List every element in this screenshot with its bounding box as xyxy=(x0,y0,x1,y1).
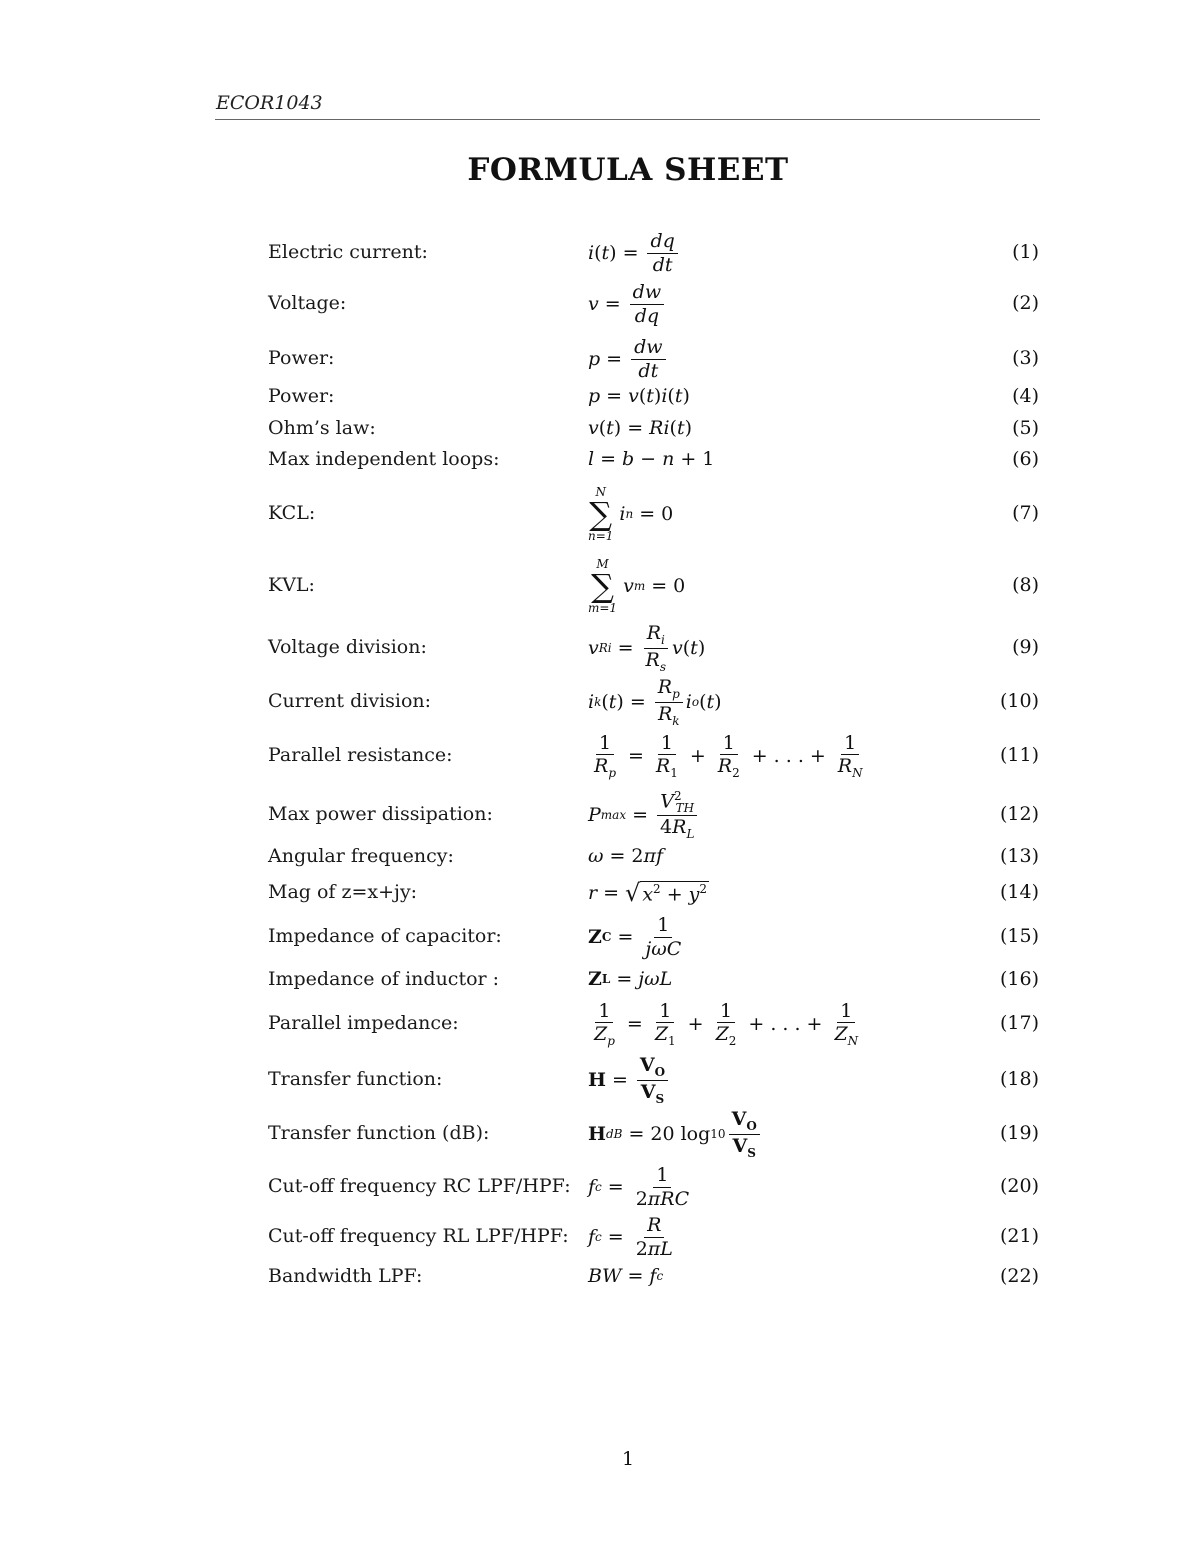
formula-label: Cut-off frequency RL LPF/HPF: xyxy=(268,1225,569,1247)
equation-number: (13) xyxy=(999,845,1039,867)
formula-row-6 xyxy=(0,448,1200,474)
formula-label: Max independent loops: xyxy=(268,448,500,470)
formula-power-derivative: p = $\frac{dw}{dt}$ xyxy=(588,334,669,384)
formula-row-10 xyxy=(0,677,1200,727)
formula-label: Current division: xyxy=(268,690,432,712)
equation-number: (11) xyxy=(999,744,1039,766)
formula-capacitor-impedance: Z C = $\frac{1}{\text{jωC}}$ xyxy=(588,913,682,960)
page-number: 1 xyxy=(621,1448,635,1470)
formula-label: Mag of z=x+jy: xyxy=(268,881,418,903)
formula-row-15 xyxy=(0,912,1200,962)
formula-label: Max power dissipation: xyxy=(268,803,493,825)
equation-number: (20) xyxy=(999,1175,1039,1197)
equation-number: (19) xyxy=(999,1122,1039,1144)
formula-voltage-division: v Ri = $\frac{R_i}{R_s}$ v ( t ) xyxy=(588,622,706,674)
equation-number: (15) xyxy=(999,925,1039,947)
formula-label: Transfer function (dB): xyxy=(268,1122,490,1144)
formula-row-17 xyxy=(0,998,1200,1050)
formula-label: Cut-off frequency RC LPF/HPF: xyxy=(268,1175,571,1197)
formula-row-19 xyxy=(0,1108,1200,1160)
formula-voltage: v = $\frac{dw}{dq}$ xyxy=(588,279,667,329)
formula-parallel-impedance: $\frac{1}{Z_p}$ = $\frac{1}{Z_1}$ + $\frac{1}{Z_2}$ + . . . + $\frac{1}{Z_N}$ xyxy=(594,999,859,1049)
formula-row-5 xyxy=(0,417,1200,443)
formula-current-division: i k ( t ) = $\frac{R_p}{R_k}$ i o ( t ) xyxy=(588,676,722,728)
formula-row-1 xyxy=(0,228,1200,278)
formula-max-loops: l = b − n + 1 xyxy=(588,448,715,470)
formula-row-3 xyxy=(0,334,1200,384)
formula-label: Power: xyxy=(268,385,335,407)
formula-row-12 xyxy=(0,789,1200,841)
formula-row-4 xyxy=(0,385,1200,411)
formula-bandwidth-lpf: BW = f c xyxy=(588,1265,664,1287)
formula-label: Impedance of capacitor: xyxy=(268,925,502,947)
formula-magnitude: r = √ $x^2 + y^2$ xyxy=(588,878,708,907)
formula-label: Ohm’s law: xyxy=(268,417,376,439)
formula-row-2 xyxy=(0,279,1200,329)
formula-cutoff-rc: f c = $\frac{1}{\text{2πRC}}$ xyxy=(588,1163,690,1210)
equation-number: (3) xyxy=(1012,347,1039,369)
formula-power-product: p = v ( t ) i ( t ) xyxy=(588,385,690,407)
formula-kvl: M ∑ m=1 v m = 0 xyxy=(588,557,686,615)
formula-row-13 xyxy=(0,845,1200,871)
header-rule xyxy=(215,119,1040,120)
formula-label: KVL: xyxy=(268,574,315,596)
equation-number: (5) xyxy=(1012,417,1039,439)
formula-ohms-law: v ( t ) = Ri ( t ) xyxy=(588,417,693,439)
equation-number: (10) xyxy=(999,690,1039,712)
formula-label: Angular frequency: xyxy=(268,845,454,867)
formula-label: Transfer function: xyxy=(268,1068,443,1090)
equation-number: (14) xyxy=(999,881,1039,903)
equation-number: (18) xyxy=(999,1068,1039,1090)
equation-number: (4) xyxy=(1012,385,1039,407)
formula-label: Electric current: xyxy=(268,241,428,263)
formula-electric-current: i ( t ) = $\frac{dq}{dt}$ xyxy=(588,228,681,278)
formula-cutoff-rl: f c = $\frac{R}{2\pi L}$ xyxy=(588,1213,673,1260)
formula-label: Impedance of inductor : xyxy=(268,968,500,990)
formula-angular-frequency: ω = 2 πf xyxy=(588,845,664,867)
formula-kcl: N ∑ n=1 i n = 0 xyxy=(588,485,674,543)
formula-label: KCL: xyxy=(268,502,316,524)
equation-number: (16) xyxy=(999,968,1039,990)
equation-number: (17) xyxy=(999,1012,1039,1034)
formula-row-7 xyxy=(0,480,1200,548)
formula-inductor-impedance: Z L = jωL xyxy=(588,968,673,990)
formula-row-21 xyxy=(0,1212,1200,1262)
equation-number: (8) xyxy=(1012,574,1039,596)
formula-row-8 xyxy=(0,552,1200,620)
formula-parallel-resistance: $\frac{1}{R_p}$ = $\frac{1}{R_1}$ + $\frac{1}{R_2}$ + . . . + $\frac{1}{R_N}$ xyxy=(594,731,863,781)
formula-row-14 xyxy=(0,876,1200,910)
equation-number: (12) xyxy=(999,803,1039,825)
formula-row-20 xyxy=(0,1162,1200,1212)
formula-label: Power: xyxy=(268,347,335,369)
formula-row-9 xyxy=(0,623,1200,673)
formula-row-11 xyxy=(0,730,1200,782)
formula-label: Bandwidth LPF: xyxy=(268,1265,423,1287)
equation-number: (9) xyxy=(1012,636,1039,658)
equation-number: (6) xyxy=(1012,448,1039,470)
running-header: ECOR1043 xyxy=(216,92,323,114)
formula-row-16 xyxy=(0,968,1200,994)
page-title: FORMULA SHEET xyxy=(467,152,789,188)
formula-row-18 xyxy=(0,1054,1200,1106)
formula-label: Voltage division: xyxy=(268,636,427,658)
equation-number: (2) xyxy=(1012,292,1039,314)
equation-number: (21) xyxy=(999,1225,1039,1247)
formula-transfer-function-db: H dB = 20 log 10 $\frac{V_O}{V_S}$ xyxy=(588,1108,763,1160)
formula-label: Parallel resistance: xyxy=(268,744,453,766)
formula-transfer-function: H = $\frac{V_O}{V_S}$ xyxy=(588,1054,671,1106)
equation-number: (7) xyxy=(1012,502,1039,524)
equation-number: (1) xyxy=(1012,241,1039,263)
formula-row-22 xyxy=(0,1265,1200,1291)
formula-label: Parallel impedance: xyxy=(268,1012,459,1034)
formula-max-power: P max = $\frac{V^2_{TH}}{4R_L}$ xyxy=(588,789,700,841)
formula-label: Voltage: xyxy=(268,292,347,314)
equation-number: (22) xyxy=(999,1265,1039,1287)
